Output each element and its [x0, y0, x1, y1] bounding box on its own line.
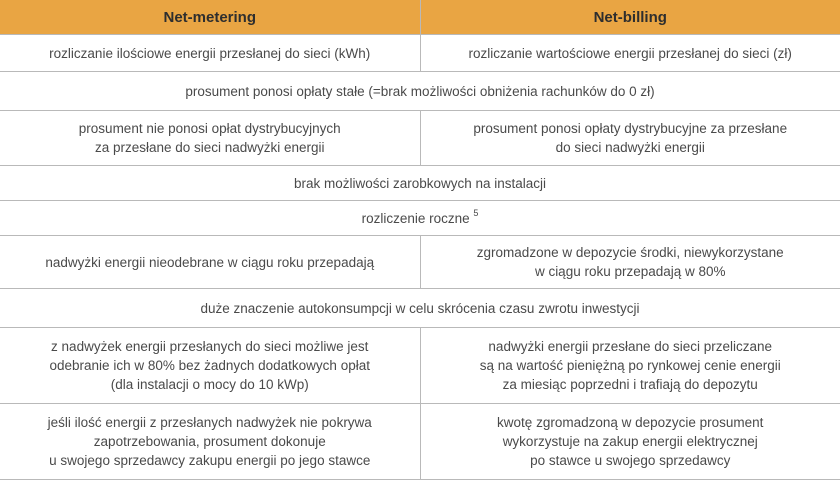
table-row: [0, 166, 840, 201]
net-billing-cell: [420, 236, 840, 289]
cell-line: nadwyżki energii przesłane do sieci przeliczane: [488, 339, 773, 354]
net-metering-cell: [0, 236, 420, 289]
cell-line: do sieci nadwyżki energii: [555, 140, 705, 155]
cell-line: u swojego sprzedawcy zakupu energii po jego stawce: [49, 453, 371, 468]
cell-line: (dla instalacji o mocy do 10 kWp): [110, 377, 309, 392]
cell-line: po stawce u swojego sprzedawcy: [530, 453, 731, 468]
cell-line: nadwyżki energii nieodebrane w ciągu roku przepadają: [45, 254, 375, 270]
table-row: [0, 328, 840, 404]
table-row: [0, 289, 840, 328]
shared-cell: brak możliwości zarobkowych na instalacji: [0, 166, 840, 201]
cell-line: zapotrzebowania, prosument dokonuje: [93, 434, 326, 449]
net-billing-cell: rozliczanie wartościowe energii przesłanej do sieci (zł): [420, 35, 840, 72]
cell-line: z nadwyżek energii przesłanych do sieci możliwe jest: [51, 339, 369, 354]
table-row: [0, 72, 840, 111]
cell-line: zgromadzone w depozycie środki, niewykorzystane: [476, 245, 784, 260]
cell-line: prosument ponosi opłaty dystrybucyjne za przesłane: [473, 121, 788, 136]
header-row: [0, 0, 840, 35]
net-metering-cell: [0, 111, 420, 166]
table-row: [0, 236, 840, 289]
cell-line: jeśli ilość energii z przesłanych nadwyżek nie pokrywa: [47, 415, 372, 430]
table-row: [0, 201, 840, 236]
cell-line: kwotę zgromadzoną w depozycie prosument: [497, 415, 764, 430]
shared-cell: prosument ponosi opłaty stałe (=brak możliwości obniżenia rachunków do 0 zł): [0, 72, 840, 111]
cell-line: są na wartość pieniężną po rynkowej cenie energii: [479, 358, 781, 373]
table-row: [0, 35, 840, 72]
net-metering-cell: [0, 404, 420, 480]
net-billing-cell: [420, 111, 840, 166]
net-metering-cell: rozliczanie ilościowe energii przesłanej do sieci (kWh): [0, 35, 420, 72]
column-header-net-billing: Net-billing: [420, 0, 840, 35]
cell-line: za miesiąc poprzedni i trafiają do depozytu: [502, 377, 758, 392]
footnote-marker: 5: [473, 208, 479, 218]
net-billing-cell: [420, 328, 840, 404]
shared-cell: duże znaczenie autokonsumpcji w celu skrócenia czasu zwrotu inwestycji: [0, 289, 840, 328]
shared-cell: [0, 201, 840, 236]
table-row: [0, 111, 840, 166]
cell-line: wykorzystuje na zakup energii elektrycznej: [502, 434, 758, 449]
column-header-net-metering: Net-metering: [0, 0, 420, 35]
net-metering-cell: [0, 328, 420, 404]
cell-line: w ciągu roku przepadają w 80%: [534, 264, 726, 279]
table-row: [0, 404, 840, 480]
cell-line: odebranie ich w 80% bez żadnych dodatkowych opłat: [49, 358, 370, 373]
cell-line: za przesłane do sieci nadwyżki energii: [94, 140, 325, 155]
net-billing-cell: [420, 404, 840, 480]
cell-line: prosument nie ponosi opłat dystrybucyjnych: [78, 121, 341, 136]
cell-text: rozliczenie roczne: [361, 210, 470, 226]
